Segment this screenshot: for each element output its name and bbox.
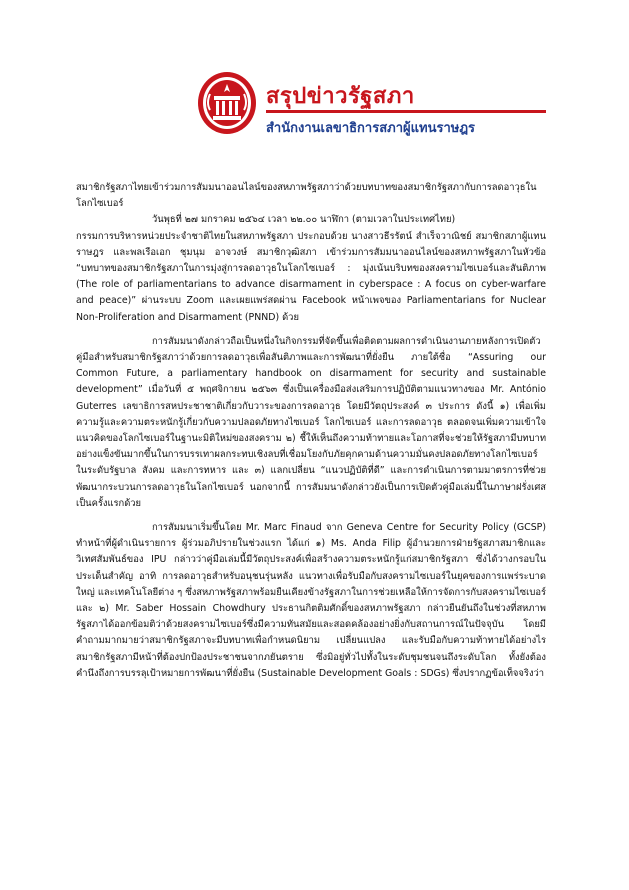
article-paragraph: การสัมมนาเริ่มขึ้นโดย Mr. Marc Finaud จาก Geneva Centre for Security Policy (GCSP) ทำหน้าที่ผู้ดำเนินรายการ ผู้ร่วมอภิปรายในช่วงแรก ได้แก่ ๑) Ms. Anda Filip ผู้อำนวยการฝ่ายรัฐสภาสมาชิกและวิเทศสัมพันธ์ของ IPU กล่าวว่าคู่มือเล่มนี้มีวัตถุประสงค์เพื่อสร้างความตระหนักรู้แก่สมาชิกรัฐสภา ซึ่งได้วางกรอบในประเด็นสำคัญ อาทิ การลดอาวุธสำหรับอนุชนรุ่นหลัง แนวทางเพื่อรับมือกับสงครามไซเบอร์ในยุคของการแพร่ระบาดใหญ่ และเทคโนโลยีต่าง ๆ ซึ่งสหภาพรัฐสภาพร้อมยืนเคียงข้างรัฐสภาในการช่วยเหลือให้การจัดการกับสงครามไซเบอร์ และ ๒) Mr. Saber Hossain Chowdhury ประธานกิตติมศักดิ์ของสหภาพรัฐสภา กล่าวยืนยันถึงในช่วงที่สหภาพรัฐสภาได้ออกข้อมติว่าด้วยสงครามไซเบอร์ซึ่งมีความทันสมัยและสอดคล้องอย่างยิ่งกับสถานการณ์ในปัจจุบัน โดยมีคำถามมากมายว่าสมาชิกรัฐสภาจะมีบทบาทเพื่อกำหนดนิยาม เปลี่ยนแปลง และรับมือกับความท้าทายได้อย่างไร สมาชิกรัฐสภามีหน้าที่ต้องปกป้องประชาชนจากภยันตราย ซึ่งมิอยู่ทั่วไปทั้งในระดับชุมชนจนถึงระดับโลก ทั้งยังต้องคำนึงถึงการบรรลุเป้าหมายการพัฒนาที่ยั่งยืน (Sustainable Development Goals : SDGs) ซึ่งปรากฏข้อเท็จจริงว่า xyxy=(76,522,546,679)
article-body xyxy=(76,180,546,682)
page-header xyxy=(196,70,616,140)
header-divider xyxy=(266,110,546,113)
article-paragraph: การสัมมนาดังกล่าวถือเป็นหนึ่งในกิจกรรมที่จัดขึ้นเพื่อติดตามผลการดำเนินงานภายหลังการเปิดตัวคู่มือสำหรับสมาชิกรัฐสภาว่าด้วยการลดอาวุธเพื่อสันติภาพและการพัฒนาที่ยั่งยืน ภายใต้ชื่อ “Assuring our Common Future, a parliamentary handbook on disarmament for security and sustainable development” เมื่อวันที่ ๕ พฤศจิกายน ๒๕๖๓ ซึ่งเป็นเครื่องมือส่งเสริมการปฏิบัติตามแนวทางของ Mr. António Guterres เลขาธิการสหประชาชาติเกี่ยวกับวาระของการลดอาวุธ โดยมีวัตถุประสงค์ ๓ ประการ ดังนี้ ๑) เพื่อเพิ่มความรู้และความตระหนักรู้เกี่ยวกับความปลอดภัยทางไซเบอร์ โลกไซเบอร์ และการลดอาวุธ ตลอดจนเพิ่มความเข้าใจแนวคิดของโลกไซเบอร์ในฐานะมิติใหม่ของสงคราม ๒) ชี้ให้เห็นถึงความท้าทายและโอกาสที่จะช่วยให้รัฐสภามีบทบาทอย่างแข็งขันมากขึ้นในการบรรเทาผลกระทบเชิงลบที่เชื่อมโยงกับภัยคุกคามด้านความมั่นคงปลอดภัยทางโลกไซเบอร์ในระดับรัฐบาล สังคม และการทหาร และ ๓) แลกเปลี่ยน “แนวปฏิบัติที่ดี” และการดำเนินการตามมาตรการที่ช่วยพัฒนากระบวนการลดอาวุธในโลกไซเบอร์ นอกจากนี้ การสัมมนาดังกล่าวยังเป็นการเปิดตัวคู่มือเล่มนี้ในภาษาฝรั่งเศสเป็นครั้งแรกด้วย xyxy=(76,335,546,509)
article-dateline: วันพุธที่ ๒๗ มกราคม ๒๕๖๔ เวลา ๒๒.๐๐ นาฬิกา (ตามเวลาในประเทศไทย) xyxy=(152,214,456,226)
bulletin-subtitle: สำนักงานเลขาธิการสภาผู้แทนราษฎร xyxy=(266,121,476,136)
bulletin-title: สรุปข่าวรัฐสภา xyxy=(266,84,415,109)
article-paragraph: กรรมการบริหารหน่วยประจำชาติไทยในสหภาพรัฐสภา ประกอบด้วย นางสาวธีรรัตน์ สำเร็จวาณิชย์ สมาชิกสภาผู้แทนราษฎร และพลเรือเอก ชุมนุม อาจวงษ์ สมาชิกวุฒิสภา เข้าร่วมการสัมมนาออนไลน์ของสหภาพรัฐสภาในหัวข้อ “บทบาทของสมาชิกรัฐสภาในการมุ่งสู่การลดอาวุธในโลกไซเบอร์ : มุ่งเน้นบริบทของสงครามไซเบอร์และสันติภาพ (The role of parliamentarians to advance disarmament in cyberspace : A focus on cyber-warfare and peace)” ผ่านระบบ Zoom และเผยแพร่สดผ่าน Facebook หน้าเพจของ Parliamentarians for Nuclear Non-Proliferation and Disarmament (PNND) ด้วย xyxy=(76,230,546,323)
article-title: สมาชิกรัฐสภาไทยเข้าร่วมการสัมมนาออนไลน์ของสหภาพรัฐสภาว่าด้วยบทบาทของสมาชิกรัฐสภากับการลดอาวุธในโลกไซเบอร์ xyxy=(76,182,537,210)
parliament-emblem-icon xyxy=(196,70,258,136)
